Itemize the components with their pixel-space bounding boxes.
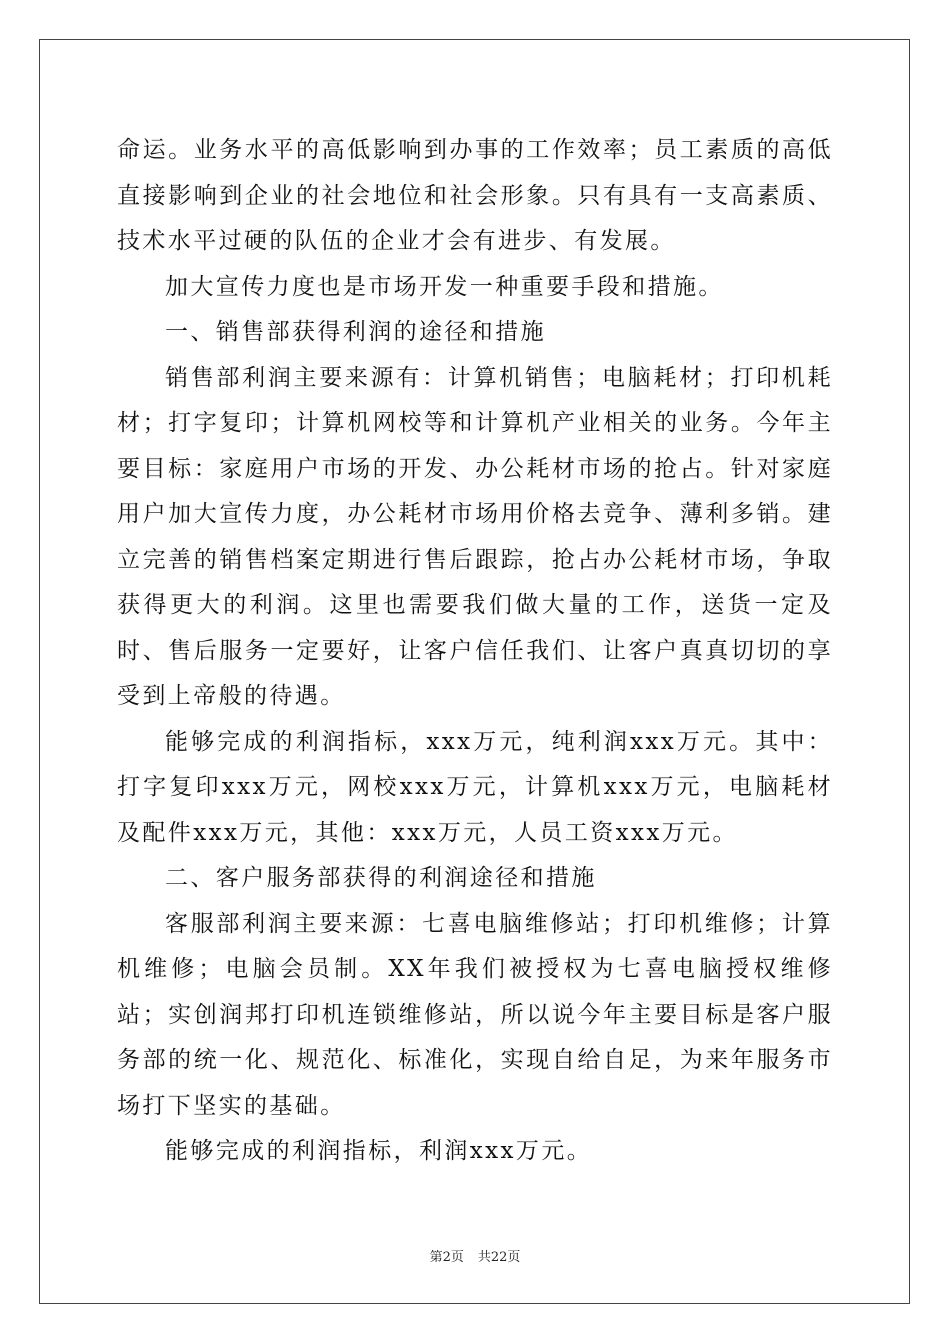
page-total: 共22页 (477, 1250, 521, 1265)
page-footer (0, 1246, 950, 1265)
section-heading-service: 二、客户服务部获得的利润途径和措施 (165, 865, 597, 891)
paragraph-continuation: 命运。业务水平的高低影响到办事的工作效率；员工素质的高低直接影响到企业的社会地位和社会形象。只有具有一支高素质、技术水平过硬的队伍的企业才会有进步、有发展。 (117, 137, 833, 254)
section-heading-sales: 一、销售部获得利润的途径和措施 (165, 319, 546, 345)
paragraph-sales-targets: 能够完成的利润指标，xxx万元，纯利润xxx万元。其中：打字复印xxx万元，网校xxx万元，计算机xxx万元，电脑耗材及配件xxx万元，其他：xxx万元，人员工资xxx万元。 (117, 728, 833, 846)
document-body (117, 128, 833, 1175)
paragraph-sales-sources: 销售部利润主要来源有：计算机销售；电脑耗材；打印机耗材；打字复印；计算机网校等和计算机产业相关的业务。今年主要目标：家庭用户市场的开发、办公耗材市场的抢占。针对家庭用户加大宣传力度，办公耗材市场用价格去竞争、薄利多销。建立完善的销售档案定期进行售后跟踪，抢占办公耗材市场，争取获得更大的利润。这里也需要我们做大量的工作，送货一定及时、售后服务一定要好，让客户信任我们、让客户真真切切的享受到上帝般的待遇。 (117, 364, 833, 709)
paragraph-service-targets: 能够完成的利润指标，利润xxx万元。 (165, 1138, 593, 1164)
paragraph-service-sources: 客服部利润主要来源：七喜电脑维修站；打印机维修；计算机维修；电脑会员制。XX年我们被授权为七喜电脑授权维修站；实创润邦打印机连锁维修站，所以说今年主要目标是客户服务部的统一化、规范化、标准化，实现自给自足，为来年服务市场打下坚实的基础。 (117, 910, 833, 1119)
paragraph-publicity: 加大宣传力度也是市场开发一种重要手段和措施。 (165, 273, 724, 300)
page-number: 第2页 (429, 1250, 464, 1265)
